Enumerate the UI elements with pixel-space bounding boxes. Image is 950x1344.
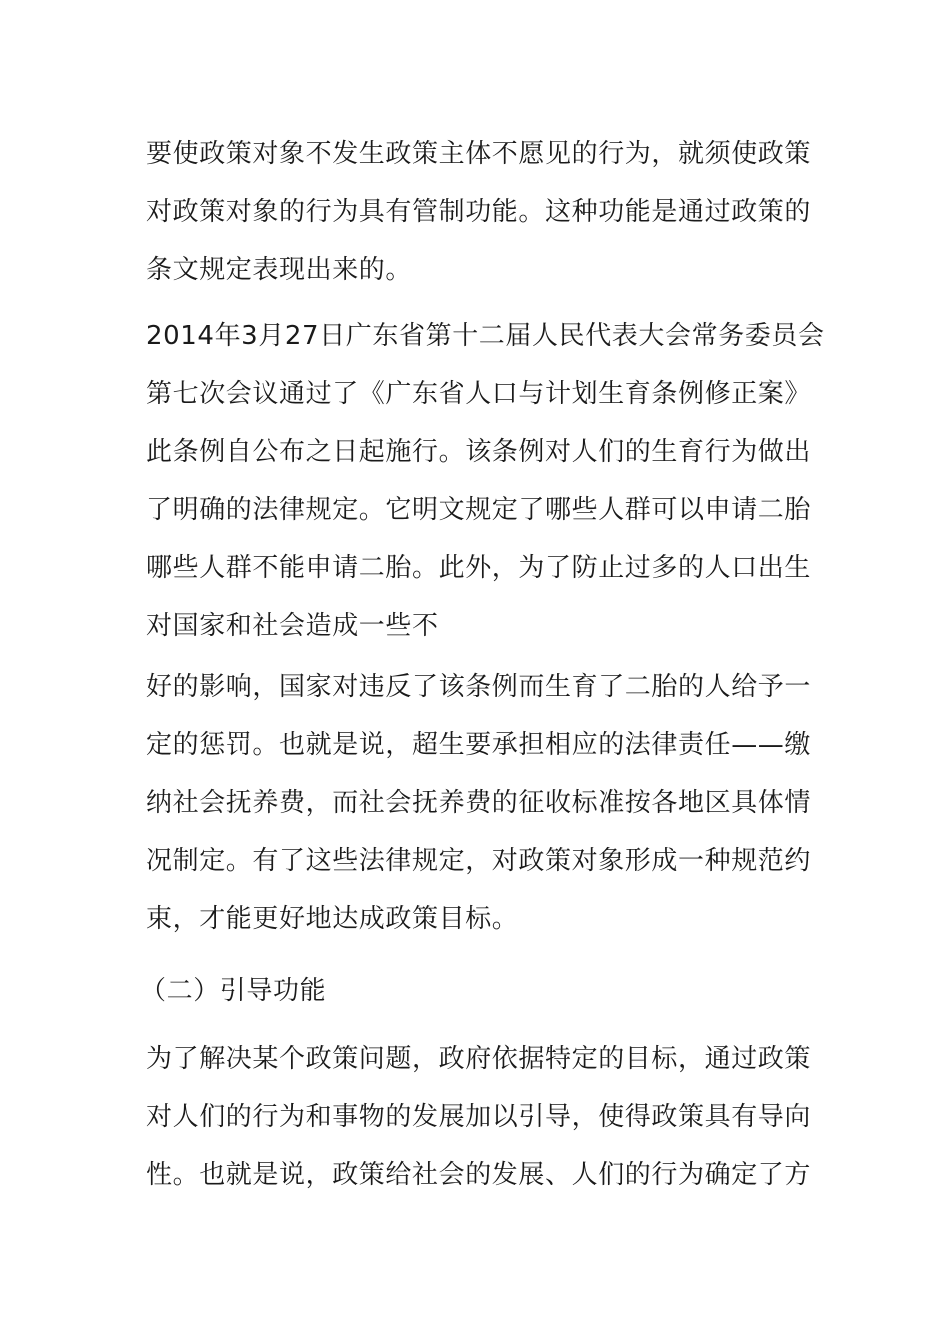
heading-text: （二）引导功能 bbox=[140, 976, 327, 1006]
text-line: 哪些人群不能申请二胎。此外，为了防止过多的人口出生 bbox=[146, 553, 812, 583]
text-line: 为了解决某个政策问题，政府依据特定的目标，通过政策 bbox=[146, 1044, 812, 1074]
text-line: 要使政策对象不发生政策主体不愿见的行为，就须使政策 bbox=[146, 139, 812, 169]
text-line: 对国家和社会造成一些不 bbox=[146, 611, 439, 641]
text-line: 性。也就是说，政策给社会的发展、人们的行为确定了方 bbox=[146, 1160, 812, 1190]
text-line: 束，才能更好地达成政策目标。 bbox=[146, 904, 519, 934]
paragraph-guidance bbox=[146, 1030, 816, 1204]
paragraph-penalty bbox=[146, 658, 816, 948]
text-line: 对人们的行为和事物的发展加以引导，使得政策具有导向 bbox=[146, 1102, 812, 1132]
paragraph-regulation-function bbox=[146, 125, 816, 299]
text-line: 了明确的法律规定。它明文规定了哪些人群可以申请二胎 bbox=[146, 495, 812, 525]
text-line: 2014年3月27日广东省第十二届人民代表大会常务委员会 bbox=[146, 321, 825, 351]
text-line: 纳社会抚养费，而社会抚养费的征收标准按各地区具体情 bbox=[146, 788, 812, 818]
text-line: 定的惩罚。也就是说，超生要承担相应的法律责任——缴 bbox=[146, 730, 812, 760]
text-line: 况制定。有了这些法律规定，对政策对象形成一种规范约 bbox=[146, 846, 812, 876]
text-line: 此条例自公布之日起施行。该条例对人们的生育行为做出 bbox=[146, 437, 812, 467]
text-line: 条文规定表现出来的。 bbox=[146, 255, 413, 285]
text-line: 好的影响，国家对违反了该条例而生育了二胎的人给予一 bbox=[146, 672, 812, 702]
text-line: 对政策对象的行为具有管制功能。这种功能是通过政策的 bbox=[146, 197, 812, 227]
paragraph-guangdong-regulation bbox=[146, 307, 825, 655]
section-heading-guidance-function bbox=[140, 962, 810, 1020]
text-line: 第七次会议通过了《广东省人口与计划生育条例修正案》 bbox=[146, 379, 812, 409]
